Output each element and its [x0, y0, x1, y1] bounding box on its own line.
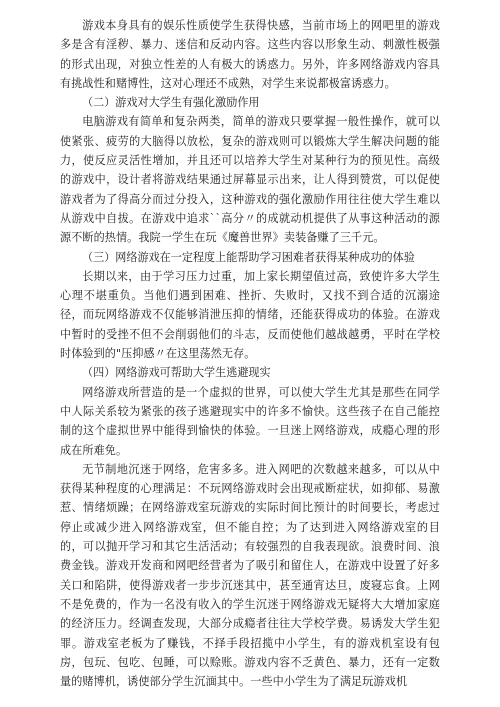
- paragraph-3: 长期以来，由于学习压力过重，加上家长期望值过高，致使许多大学生心理不堪重负。当他们遇到困难、挫折、失败时，又找不到合适的沉溺途径，而玩网络游戏不仅能够消泄压抑的情绪，还能获得成功的体验。在游戏中暂时的受挫不但不会削弱他们的斗志，反而使他们越战越勇，平时在学校时体验到的"压抑感〃在这里荡然无存。: [60, 269, 440, 361]
- paragraph-5: 无节制地沉迷于网络，危害多多。进入网吧的次数越来越多，可以从中获得某种程度的心理满足：不玩网络游戏时会出现戒断症状，如抑郁、易激惹、情绪烦躁；在网络游戏室玩游戏的实际时间比预计的时间要长，考虑过停止或减少进入网络游戏室，但不能自控；为了达到进入网络游戏室的目的，可以抛开学习和其它生活活动；有较强烈的自我表现欲。浪费时间、浪费金钱。游戏开发商和网吧经营者为了吸引和留住人，在游戏中设置了好多关口和陷阱，使得游戏者一步步沉迷其中，甚至通宵达旦，废寝忘食。上网不是免费的，作为一名没有收入的学生沉迷于网络游戏无疑将大大增加家庭的经济压力。经调查发现，大部分成瘾者往往大学校学费。易诱发大学生犯罪。游戏室老板为了赚钱，不择手段招揽中小学生，有的游戏机室设有包房，包玩、包吃、包睡，可以赊账。游戏内容不乏黄色、暴力，还有一定数量的赌博机，诱使部分学生沉湎其中。一些中小学生为了满足玩游戏机: [60, 462, 440, 689]
- paragraph-1: 游戏本身具有的娱乐性质使学生获得快感，当前市场上的网吧里的游戏多是含有淫秽、暴力、迷信和反动内容。这些内容以形象生动、刺激性极强的形式出现，对独立性差的人有极大的诱惑力。另外，许多网络游戏内容具有挑战性和赌博性，这对心理还不成熟，对学生来说都极富诱惑力。: [60, 19, 440, 90]
- section-heading-2: （二）游戏对大学生有强化激励作用: [82, 96, 260, 110]
- section-heading-4: （四）网络游戏可帮助大学生逃避现实: [82, 366, 271, 380]
- section-heading-3: （三）网络游戏在一定程度上能帮助学习困难者获得某种成功的体验: [82, 250, 415, 264]
- document-body: [60, 16, 440, 691]
- paragraph-2: 电脑游戏有简单和复杂两类，简单的游戏只要掌握一般性操作，就可以使紧张、疲劳的大脑得以放松，复杂的游戏则可以锻炼大学生解决问题的能力，使反应灵活性增加，并且还可以培养大学生对某种行为的预见性。高级的游戏中，设计者将游戏结果通过屏幕显示出来，让人得到赞赏，可以促使游戏者为了得高分而过分投入，这种游戏的强化激励作用往往使大学生难以从游戏中自拔。在游戏中追求``高分〃的成就动机提供了从事这种活动的源源不断的热情。我院一学生在玩《魔兽世界》卖装备赚了三千元。: [60, 115, 440, 245]
- paragraph-4: 网络游戏所营造的是一个虚拟的世界，可以使大学生尤其是那些在同学中人际关系较为紧张的孩子逃避现实中的许多不愉快。这些孩子在自己能控制的这个虚拟世界中能得到愉快的体验。一旦迷上网络游戏，成瘾心理的形成在所难免。: [60, 385, 440, 457]
